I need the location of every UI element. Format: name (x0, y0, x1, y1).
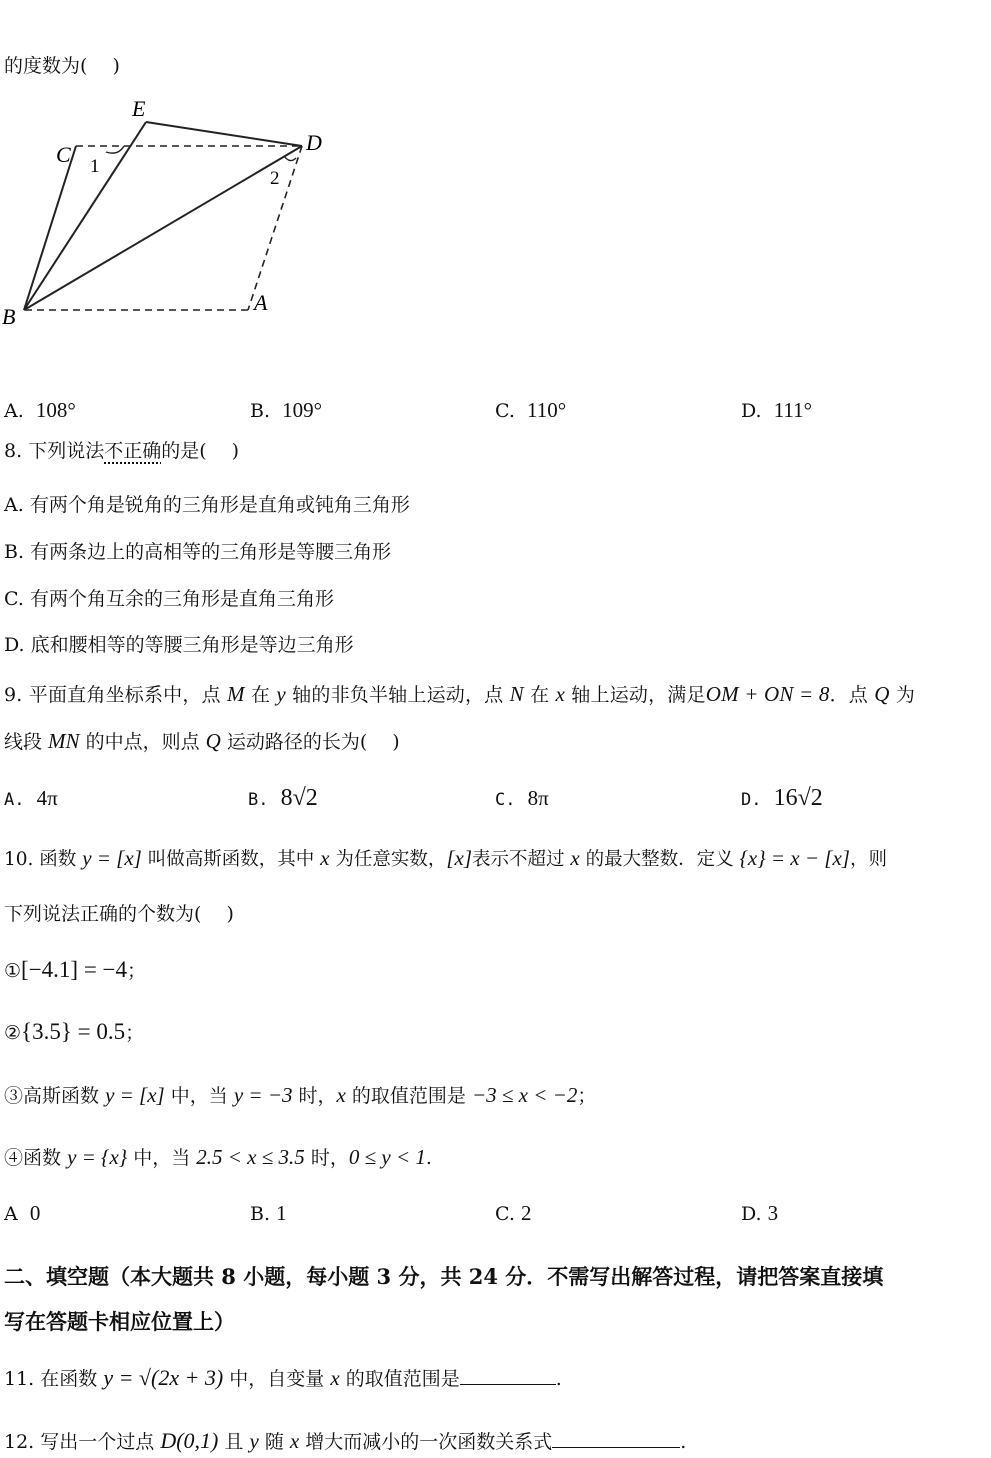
label-1: 1 (90, 156, 100, 177)
q12-stem: 12. 写出一个过点 D(0,1) 且 y 随 x 增大而减小的一次函数关系式 . (4, 1428, 687, 1453)
q7-option-c[interactable]: C. 110° (495, 398, 567, 422)
q7-stem-tail: 的度数为( ) (4, 55, 120, 77)
q7-option-b[interactable]: B. 109° (250, 398, 323, 422)
section-2-heading-line1: 二、填空题（本大题共 8 小题，每小题 3 分，共 24 分．不需写出解答过程，请把答案直接填 (4, 1264, 884, 1289)
q11-stem: 11. 在函数 y = √(2x + 3) 中，自变量 x 的取值范围是 . (4, 1365, 562, 1390)
angle-1-arc (106, 146, 124, 153)
q10-item-2: ②{3.5} = 0.5； (4, 1019, 145, 1044)
label-C: C (56, 142, 71, 167)
edge-be (24, 122, 146, 310)
q10-item-4: ④函数 y = {x} 中，当 2.5 < x ≤ 3.5 时，0 ≤ y < 1. (4, 1145, 432, 1169)
q10-option-c[interactable]: C. 2 (495, 1201, 532, 1225)
q8-option-d[interactable]: D. 底和腰相等的等腰三角形是等边三角形 (4, 634, 354, 656)
q10-option-b[interactable]: B. 1 (250, 1201, 287, 1225)
q10-item-3: ③高斯函数 y = [x] 中，当 y = −3 时，x 的取值范围是 −3 ≤ x < −2； (4, 1083, 597, 1107)
q8-option-b[interactable]: B. 有两条边上的高相等的三角形是等腰三角形 (4, 541, 392, 563)
edge-bc (24, 146, 76, 310)
q8-emphasis: 不正确 (104, 440, 162, 462)
q10-option-d[interactable]: D. 3 (741, 1201, 779, 1225)
q9-option-c[interactable]: C. 8π (495, 786, 549, 810)
label-E: E (132, 96, 146, 121)
section-2-heading-line2: 写在答题卡相应位置上） (4, 1309, 235, 1334)
q10-stem-line1: 10. 函数 y = [x] 叫做高斯函数，其中 x 为任意实数，[x]表示不超过 x 的最大整数．定义 {x} = x − [x]，则 (4, 846, 887, 870)
q10-stem-line2: 下列说法正确的个数为( ) (4, 903, 234, 925)
q9-stem-line1: 9. 平面直角坐标系中，点 M 在 y 轴的非负半轴上运动，点 N 在 x 轴上运动，满足OM + ON = 8．点 Q 为 (4, 682, 916, 706)
q8-option-c[interactable]: C. 有两个角互余的三角形是直角三角形 (4, 588, 334, 610)
q9-option-d[interactable]: D. 16√2 (741, 785, 823, 811)
label-2: 2 (270, 168, 280, 189)
q7-option-a[interactable]: A. 108° (4, 398, 76, 422)
q12-answer-blank[interactable] (552, 1429, 680, 1448)
q10-item-1: ①[−4.1] = −4； (4, 957, 147, 982)
q8-stem: 8. 下列说法不正确的是( ) (4, 440, 240, 462)
q8-option-a[interactable]: A. 有两个角是锐角的三角形是直角或钝角三角形 (4, 494, 410, 516)
q7-option-d[interactable]: D. 111° (741, 398, 813, 422)
q11-answer-blank[interactable] (460, 1366, 556, 1385)
q7-geometry-figure (0, 92, 340, 332)
label-B: B (2, 304, 16, 329)
q9-stem-line2: 线段 MN 的中点，则点 Q 运动路径的长为( ) (4, 729, 400, 753)
label-D: D (306, 130, 322, 155)
q10-option-a[interactable]: A 0 (4, 1201, 41, 1225)
q9-option-b[interactable]: B. 8√2 (248, 785, 318, 811)
label-A: A (254, 290, 268, 315)
edge-bd (24, 146, 302, 310)
q9-option-a[interactable]: A. 4π (4, 786, 58, 810)
edge-ed (146, 122, 302, 146)
